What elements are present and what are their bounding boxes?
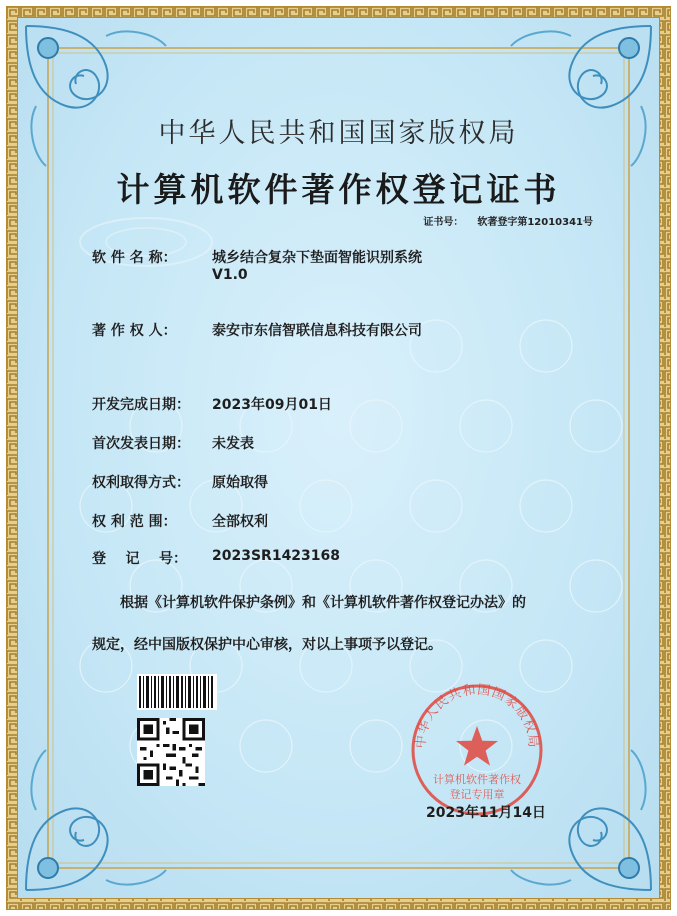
field-label: 权利取得方式： [92,475,190,491]
qr-code [137,718,205,786]
statement-line-2: 规定，经中国版权保护中心审核，对以上事项予以登记。 [92,637,442,653]
seal-inner-line-2: 登记专用章 [449,788,505,801]
seal-inner-line-1: 计算机软件著作权 [433,773,521,786]
barcode [137,674,217,710]
statement-line-1: 根据《计算机软件保护条例》和《计算机软件著作权登记办法》的 [120,595,526,611]
field-value: 2023SR1423168 [212,548,341,564]
field-owner [92,320,422,340]
field-label: 软 件 名 称： [92,250,177,266]
field-value: 2023年09月01日 [212,397,332,413]
field-value [212,247,422,283]
field-registration-no [92,548,340,568]
certificate-number-value: 软著登字第12010341号 [477,217,593,228]
field-label: 权 利 范 围： [92,514,177,530]
software-version-value: V1.0 [212,267,248,283]
field-label: 开发完成日期： [92,397,190,413]
field-acquisition-method [92,472,268,492]
field-value: 未发表 [212,436,254,452]
seal-outer-text: 中华人民共和国国家版权局 [413,682,541,749]
seal-star-icon [456,726,498,766]
field-label: 著 作 权 人： [92,323,177,339]
field-label: 首次发表日期： [92,436,190,452]
field-value: 全部权利 [212,514,268,530]
official-seal [407,680,547,820]
certificate-title: 计算机软件著作权登记证书 [116,170,561,209]
field-rights-scope [92,511,268,531]
field-completion-date [92,394,332,414]
field-value: 泰安市东信智联信息科技有限公司 [212,323,422,339]
software-name-value: 城乡结合复杂下垫面智能识别系统 [212,250,422,266]
certificate-number-label: 证书号： [423,217,464,228]
field-label: 登 记 号： [92,551,187,567]
certificate-number [423,213,593,228]
field-software-name [92,247,422,283]
field-value: 原始取得 [212,475,268,491]
field-first-publish-date [92,433,254,453]
certificate [6,6,671,910]
issue-date: 2023年11月14日 [426,805,546,821]
issuer-name: 中华人民共和国国家版权局 [158,118,519,149]
